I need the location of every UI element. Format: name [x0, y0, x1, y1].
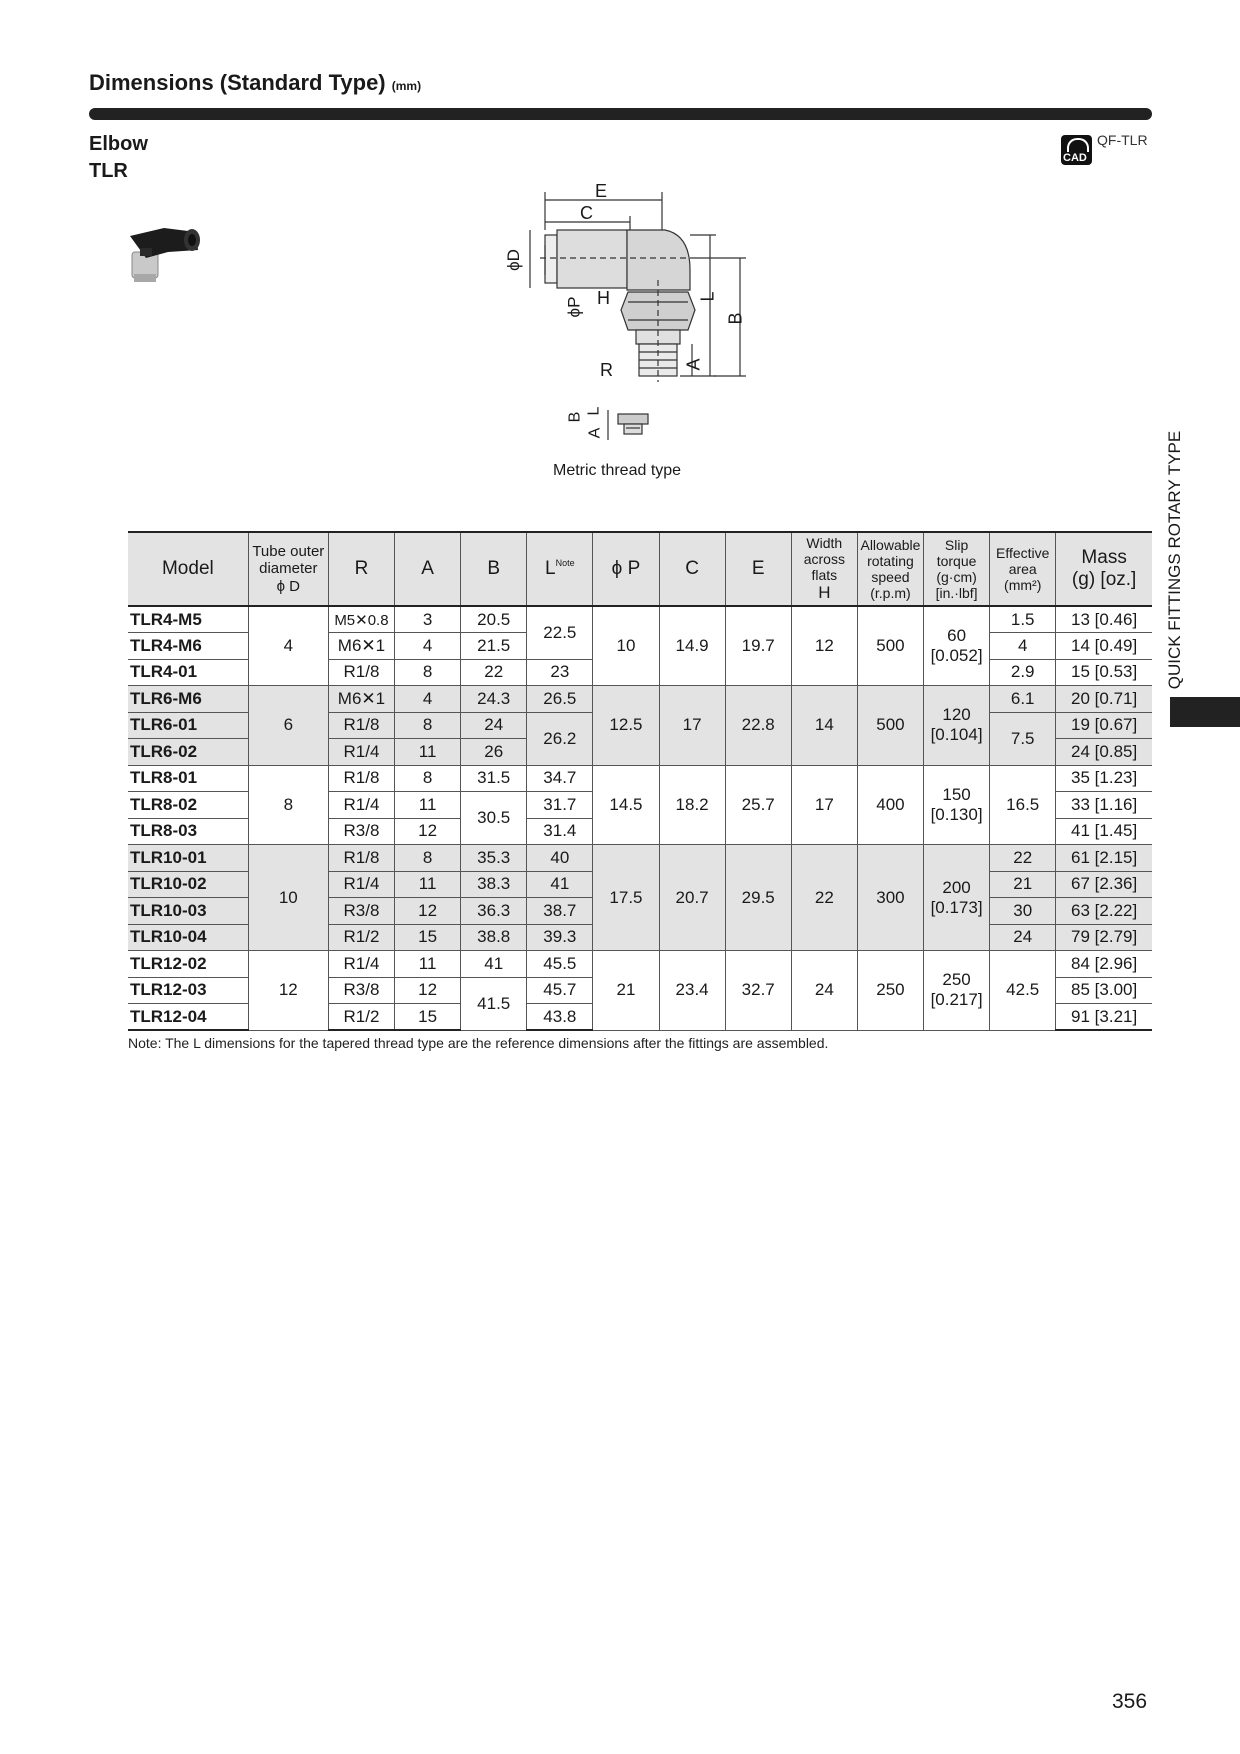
cell-r: R1/8	[328, 845, 394, 872]
cell-h: 22	[791, 845, 857, 951]
cell-mass: 79 [2.79]	[1056, 924, 1152, 951]
cell-l: 45.5	[527, 951, 593, 978]
side-tab-marker	[1170, 697, 1240, 727]
cell-a: 15	[395, 1004, 461, 1031]
cell-a: 4	[395, 686, 461, 713]
cell-b: 20.5	[461, 606, 527, 633]
cell-e: 25.7	[725, 765, 791, 845]
cell-r: R3/8	[328, 977, 394, 1004]
series-name: TLR	[89, 160, 128, 182]
cell-model: TLR4-M6	[128, 633, 248, 660]
col-p: ϕ P	[593, 532, 659, 606]
cell-l: 26.5	[527, 686, 593, 713]
cell-rpm: 500	[857, 686, 923, 766]
table-row	[128, 765, 1152, 792]
cell-p: 17.5	[593, 845, 659, 951]
cell-area: 30	[990, 898, 1056, 925]
title-rule	[89, 108, 1152, 120]
cell-mass: 61 [2.15]	[1056, 845, 1152, 872]
cell-model: TLR10-02	[128, 871, 248, 898]
cell-a: 4	[395, 633, 461, 660]
cell-slip: 150 [0.130]	[924, 765, 990, 845]
cell-r: R3/8	[328, 898, 394, 925]
cell-mass: 67 [2.36]	[1056, 871, 1152, 898]
cell-a: 8	[395, 712, 461, 739]
col-model: Model	[128, 532, 248, 606]
cell-b: 26	[461, 739, 527, 766]
cell-area: 4	[990, 633, 1056, 660]
cell-a: 8	[395, 845, 461, 872]
cell-r: M6✕1	[328, 633, 394, 660]
table-header-row	[128, 532, 1152, 606]
cell-a: 12	[395, 818, 461, 845]
table-row	[128, 951, 1152, 978]
cell-area: 16.5	[990, 765, 1056, 845]
cell-model: TLR8-01	[128, 765, 248, 792]
cell-l: 22.5	[527, 606, 593, 659]
cell-a: 11	[395, 871, 461, 898]
cell-model: TLR6-M6	[128, 686, 248, 713]
small-label-b: B	[566, 411, 584, 423]
cell-tube: 8	[248, 765, 328, 845]
cell-model: TLR4-M5	[128, 606, 248, 633]
small-label-a: A	[586, 427, 604, 439]
cell-area: 2.9	[990, 659, 1056, 686]
cell-p: 12.5	[593, 686, 659, 766]
cell-slip: 200 [0.173]	[924, 845, 990, 951]
cell-b: 38.3	[461, 871, 527, 898]
cell-r: R1/4	[328, 951, 394, 978]
cell-h: 14	[791, 686, 857, 766]
col-b: B	[461, 532, 527, 606]
cell-b: 22	[461, 659, 527, 686]
cell-b: 24.3	[461, 686, 527, 713]
col-a: A	[395, 532, 461, 606]
col-rpm: Allowable rotating speed (r.p.m)	[857, 532, 923, 606]
label-l: L	[697, 291, 718, 302]
col-l: $L^{Note}$	[527, 532, 593, 606]
cell-l: 45.7	[527, 977, 593, 1004]
col-mass: Mass (g) [oz.]	[1056, 532, 1152, 606]
cell-model: TLR10-03	[128, 898, 248, 925]
cell-area: 21	[990, 871, 1056, 898]
cell-mass: 14 [0.49]	[1056, 633, 1152, 660]
table-row	[128, 845, 1152, 872]
cell-b: 36.3	[461, 898, 527, 925]
cell-r: R1/4	[328, 739, 394, 766]
cell-a: 8	[395, 765, 461, 792]
cell-l: 39.3	[527, 924, 593, 951]
cell-model: TLR12-02	[128, 951, 248, 978]
cell-mass: 85 [3.00]	[1056, 977, 1152, 1004]
cell-mass: 91 [3.21]	[1056, 1004, 1152, 1031]
cell-mass: 24 [0.85]	[1056, 739, 1152, 766]
cell-a: 15	[395, 924, 461, 951]
metric-thread-drawing	[600, 408, 660, 444]
cell-model: TLR8-03	[128, 818, 248, 845]
cell-rpm: 300	[857, 845, 923, 951]
cell-r: M5✕0.8	[328, 606, 394, 633]
cell-e: 19.7	[725, 606, 791, 686]
page-number: 356	[1112, 1690, 1148, 1713]
cad-icon[interactable]	[1061, 135, 1092, 165]
page-title	[89, 70, 421, 96]
cell-model: TLR6-02	[128, 739, 248, 766]
cad-badge-text: CAD	[1063, 152, 1087, 164]
cell-l: 34.7	[527, 765, 593, 792]
cell-area: 22	[990, 845, 1056, 872]
table-row	[128, 606, 1152, 633]
cell-b: 24	[461, 712, 527, 739]
cell-h: 17	[791, 765, 857, 845]
cell-tube: 12	[248, 951, 328, 1031]
label-phi-p: ϕP	[564, 296, 584, 318]
cell-model: TLR10-04	[128, 924, 248, 951]
product-photo	[124, 222, 204, 290]
cell-r: R1/8	[328, 712, 394, 739]
cell-mass: 20 [0.71]	[1056, 686, 1152, 713]
label-c: C	[580, 203, 593, 223]
col-area: Effective area (mm²)	[990, 532, 1056, 606]
cell-b: 35.3	[461, 845, 527, 872]
cell-a: 11	[395, 739, 461, 766]
label-phi-d: ϕD	[503, 249, 523, 271]
cell-b: 41.5	[461, 977, 527, 1030]
cell-model: TLR8-02	[128, 792, 248, 819]
cell-b: 31.5	[461, 765, 527, 792]
cell-area: 1.5	[990, 606, 1056, 633]
cell-r: R1/8	[328, 659, 394, 686]
cell-a: 8	[395, 659, 461, 686]
cell-model: TLR4-01	[128, 659, 248, 686]
cell-slip: 120 [0.104]	[924, 686, 990, 766]
cell-r: R3/8	[328, 818, 394, 845]
cell-r: R1/4	[328, 792, 394, 819]
title-text: Dimensions (Standard Type)	[89, 70, 386, 95]
cell-e: 22.8	[725, 686, 791, 766]
col-tube: Tube outer diameter ϕ D	[248, 532, 328, 606]
cell-l: 43.8	[527, 1004, 593, 1031]
col-e: E	[725, 532, 791, 606]
cell-e: 29.5	[725, 845, 791, 951]
cell-area: 6.1	[990, 686, 1056, 713]
cell-slip: 60 [0.052]	[924, 606, 990, 686]
cell-mass: 63 [2.22]	[1056, 898, 1152, 925]
cell-l: 31.7	[527, 792, 593, 819]
title-unit: (mm)	[391, 79, 422, 93]
col-r: R	[328, 532, 394, 606]
cell-mass: 19 [0.67]	[1056, 712, 1152, 739]
cell-area: 24	[990, 924, 1056, 951]
label-b: B	[725, 312, 746, 325]
cell-mass: 13 [0.46]	[1056, 606, 1152, 633]
cell-r: R1/2	[328, 924, 394, 951]
cell-area: 42.5	[990, 951, 1056, 1031]
cell-model: TLR12-04	[128, 1004, 248, 1031]
cell-b: 30.5	[461, 792, 527, 845]
cell-c: 17	[659, 686, 725, 766]
label-h: H	[597, 288, 610, 308]
label-e: E	[595, 181, 608, 201]
label-a: A	[683, 358, 704, 371]
cell-a: 12	[395, 898, 461, 925]
cell-h: 12	[791, 606, 857, 686]
cell-mass: 41 [1.45]	[1056, 818, 1152, 845]
cell-tube: 10	[248, 845, 328, 951]
cell-r: R1/2	[328, 1004, 394, 1031]
cell-model: TLR6-01	[128, 712, 248, 739]
cell-model: TLR12-03	[128, 977, 248, 1004]
cell-rpm: 400	[857, 765, 923, 845]
cell-a: 11	[395, 951, 461, 978]
cell-a: 3	[395, 606, 461, 633]
cell-rpm: 250	[857, 951, 923, 1031]
cell-mass: 84 [2.96]	[1056, 951, 1152, 978]
cell-slip: 250 [0.217]	[924, 951, 990, 1031]
cell-e: 32.7	[725, 951, 791, 1031]
col-c: C	[659, 532, 725, 606]
cell-c: 18.2	[659, 765, 725, 845]
cell-l: 41	[527, 871, 593, 898]
product-type: Elbow	[89, 133, 148, 155]
cell-b: 41	[461, 951, 527, 978]
cell-rpm: 500	[857, 606, 923, 686]
dimensions-table	[128, 531, 1152, 1031]
cell-p: 10	[593, 606, 659, 686]
cell-p: 14.5	[593, 765, 659, 845]
cell-b: 38.8	[461, 924, 527, 951]
cell-c: 14.9	[659, 606, 725, 686]
small-label-l: L	[585, 406, 603, 416]
table-row	[128, 686, 1152, 713]
col-slip: Slip torque (g·cm) [in.·lbf]	[924, 532, 990, 606]
cell-r: R1/8	[328, 765, 394, 792]
cell-mass: 35 [1.23]	[1056, 765, 1152, 792]
cell-r: R1/4	[328, 871, 394, 898]
cell-c: 20.7	[659, 845, 725, 951]
cell-p: 21	[593, 951, 659, 1031]
cell-l: 31.4	[527, 818, 593, 845]
cell-l: 38.7	[527, 898, 593, 925]
drawing-caption: Metric thread type	[553, 462, 682, 479]
cell-mass: 15 [0.53]	[1056, 659, 1152, 686]
cell-tube: 6	[248, 686, 328, 766]
cell-h: 24	[791, 951, 857, 1031]
cell-model: TLR10-01	[128, 845, 248, 872]
cad-code[interactable]: QF-TLR	[1097, 132, 1148, 148]
cell-mass: 33 [1.16]	[1056, 792, 1152, 819]
cell-r: M6✕1	[328, 686, 394, 713]
cell-c: 23.4	[659, 951, 725, 1031]
cell-l: 40	[527, 845, 593, 872]
side-tab-label: QUICK FITTINGS ROTARY TYPE	[1165, 430, 1184, 690]
col-h: Width across flats H	[791, 532, 857, 606]
cell-a: 12	[395, 977, 461, 1004]
label-r: R	[600, 360, 613, 380]
cell-l: 23	[527, 659, 593, 686]
cell-l: 26.2	[527, 712, 593, 765]
table-note: Note: The L dimensions for the tapered thread type are the reference dimensions after the fittings are assembled.	[128, 1035, 829, 1051]
cell-tube: 4	[248, 606, 328, 686]
cell-b: 21.5	[461, 633, 527, 660]
cell-a: 11	[395, 792, 461, 819]
cell-area: 7.5	[990, 712, 1056, 765]
